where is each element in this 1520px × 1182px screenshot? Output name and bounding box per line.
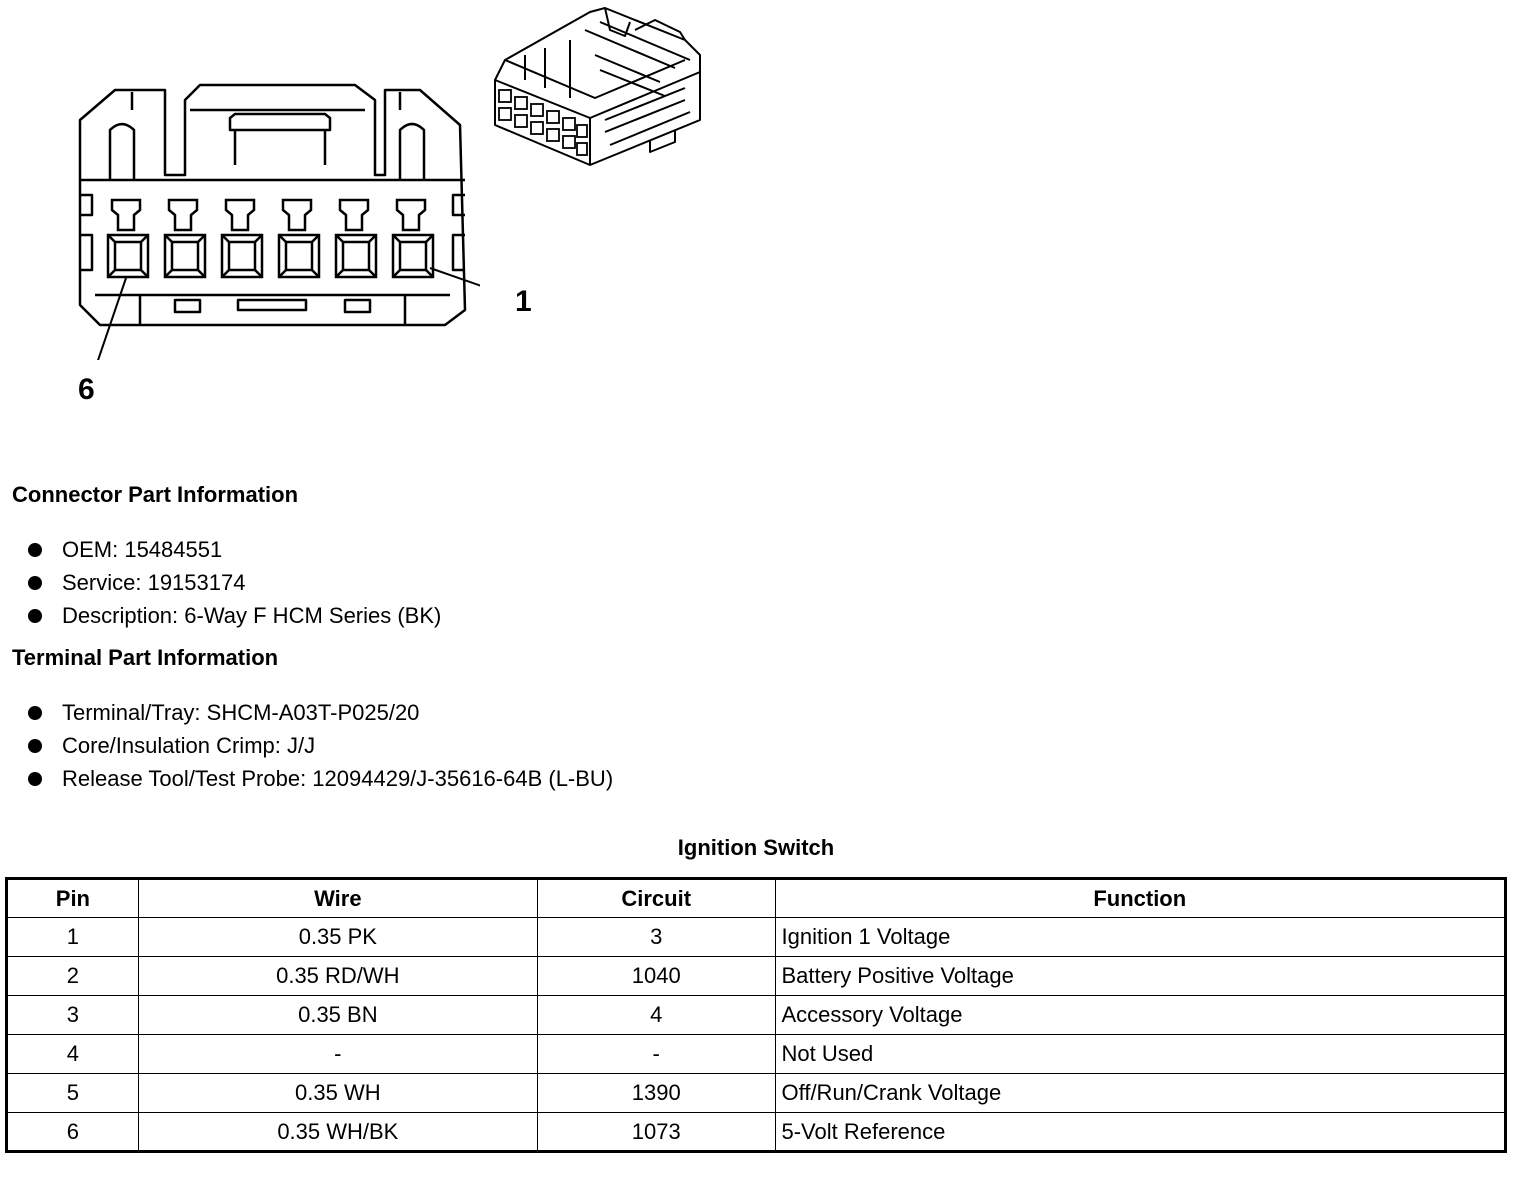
pin-cavity-3 bbox=[279, 200, 319, 277]
pin-cell: 5 bbox=[7, 1074, 139, 1113]
list-item-text: Description: 6-Way F HCM Series (BK) bbox=[62, 603, 442, 628]
table-title: Ignition Switch bbox=[677, 835, 835, 860]
list-item bbox=[28, 766, 613, 799]
pin-cell: 6 bbox=[7, 1113, 139, 1152]
circuit-cell: 1390 bbox=[537, 1074, 775, 1113]
pin-1-callout: 1 bbox=[515, 285, 532, 318]
connector-isometric-view bbox=[485, 0, 715, 170]
wire-cell: 0.35 WH bbox=[138, 1074, 537, 1113]
function-cell: Battery Positive Voltage bbox=[775, 957, 1506, 996]
pin-cavity-1 bbox=[393, 200, 433, 277]
table-row bbox=[7, 1113, 1506, 1152]
leader-line-pin-6 bbox=[93, 278, 126, 360]
leader-line-pin-1 bbox=[430, 268, 480, 296]
connector-body-outline bbox=[80, 85, 465, 325]
function-cell: Ignition 1 Voltage bbox=[775, 918, 1506, 957]
wire-cell: 0.35 WH/BK bbox=[138, 1113, 537, 1152]
list-item-text: Release Tool/Test Probe: 12094429/J-35616-64B (L-BU) bbox=[62, 766, 614, 791]
connector-face-diagram bbox=[60, 70, 480, 360]
function-cell: 5-Volt Reference bbox=[775, 1113, 1506, 1152]
pin-cell: 1 bbox=[7, 918, 139, 957]
column-header-wire: Wire bbox=[138, 879, 537, 918]
list-item bbox=[28, 700, 613, 733]
table-header-row bbox=[7, 879, 1506, 918]
list-item-text: Service: 19153174 bbox=[62, 570, 246, 595]
bullet-icon bbox=[28, 772, 42, 786]
pinout-table bbox=[5, 877, 1507, 1153]
table-row bbox=[7, 996, 1506, 1035]
wire-cell: 0.35 PK bbox=[138, 918, 537, 957]
terminal-part-information-heading: Terminal Part Information bbox=[12, 645, 279, 670]
column-header-function: Function bbox=[775, 879, 1506, 918]
list-item-text: Terminal/Tray: SHCM-A03T-P025/20 bbox=[62, 700, 420, 725]
circuit-cell: 1073 bbox=[537, 1113, 775, 1152]
wire-cell: 0.35 BN bbox=[138, 996, 537, 1035]
table-row bbox=[7, 1074, 1506, 1113]
list-item-text: OEM: 15484551 bbox=[62, 537, 223, 562]
list-item bbox=[28, 570, 441, 603]
function-cell: Off/Run/Crank Voltage bbox=[775, 1074, 1506, 1113]
function-cell: Accessory Voltage bbox=[775, 996, 1506, 1035]
bullet-icon bbox=[28, 609, 42, 623]
connector-part-information-heading: Connector Part Information bbox=[12, 482, 299, 507]
circuit-cell: 1040 bbox=[537, 957, 775, 996]
pin-6-callout: 6 bbox=[78, 373, 95, 406]
connector-part-information-list bbox=[28, 537, 441, 636]
column-header-pin: Pin bbox=[7, 879, 139, 918]
list-item bbox=[28, 733, 613, 766]
list-item bbox=[28, 603, 441, 636]
right-latch bbox=[400, 124, 424, 180]
pin-cavity-2 bbox=[336, 200, 376, 277]
left-latch bbox=[110, 124, 134, 180]
pin-cavity-6 bbox=[108, 200, 148, 277]
pin-cavity-5 bbox=[165, 200, 205, 277]
list-item bbox=[28, 537, 441, 570]
column-header-circuit: Circuit bbox=[537, 879, 775, 918]
function-cell: Not Used bbox=[775, 1035, 1506, 1074]
table-row bbox=[7, 1035, 1506, 1074]
list-item-text: Core/Insulation Crimp: J/J bbox=[62, 733, 316, 758]
pin-cell: 4 bbox=[7, 1035, 139, 1074]
circuit-cell: 3 bbox=[537, 918, 775, 957]
circuit-cell: - bbox=[537, 1035, 775, 1074]
wire-cell: - bbox=[138, 1035, 537, 1074]
pin-cavity-4 bbox=[222, 200, 262, 277]
bullet-icon bbox=[28, 706, 42, 720]
bullet-icon bbox=[28, 739, 42, 753]
circuit-cell: 4 bbox=[537, 996, 775, 1035]
table-row bbox=[7, 957, 1506, 996]
pin-cell: 2 bbox=[7, 957, 139, 996]
pin-cell: 3 bbox=[7, 996, 139, 1035]
bullet-icon bbox=[28, 576, 42, 590]
wire-cell: 0.35 RD/WH bbox=[138, 957, 537, 996]
bullet-icon bbox=[28, 543, 42, 557]
terminal-part-information-list bbox=[28, 700, 613, 799]
table-row bbox=[7, 918, 1506, 957]
